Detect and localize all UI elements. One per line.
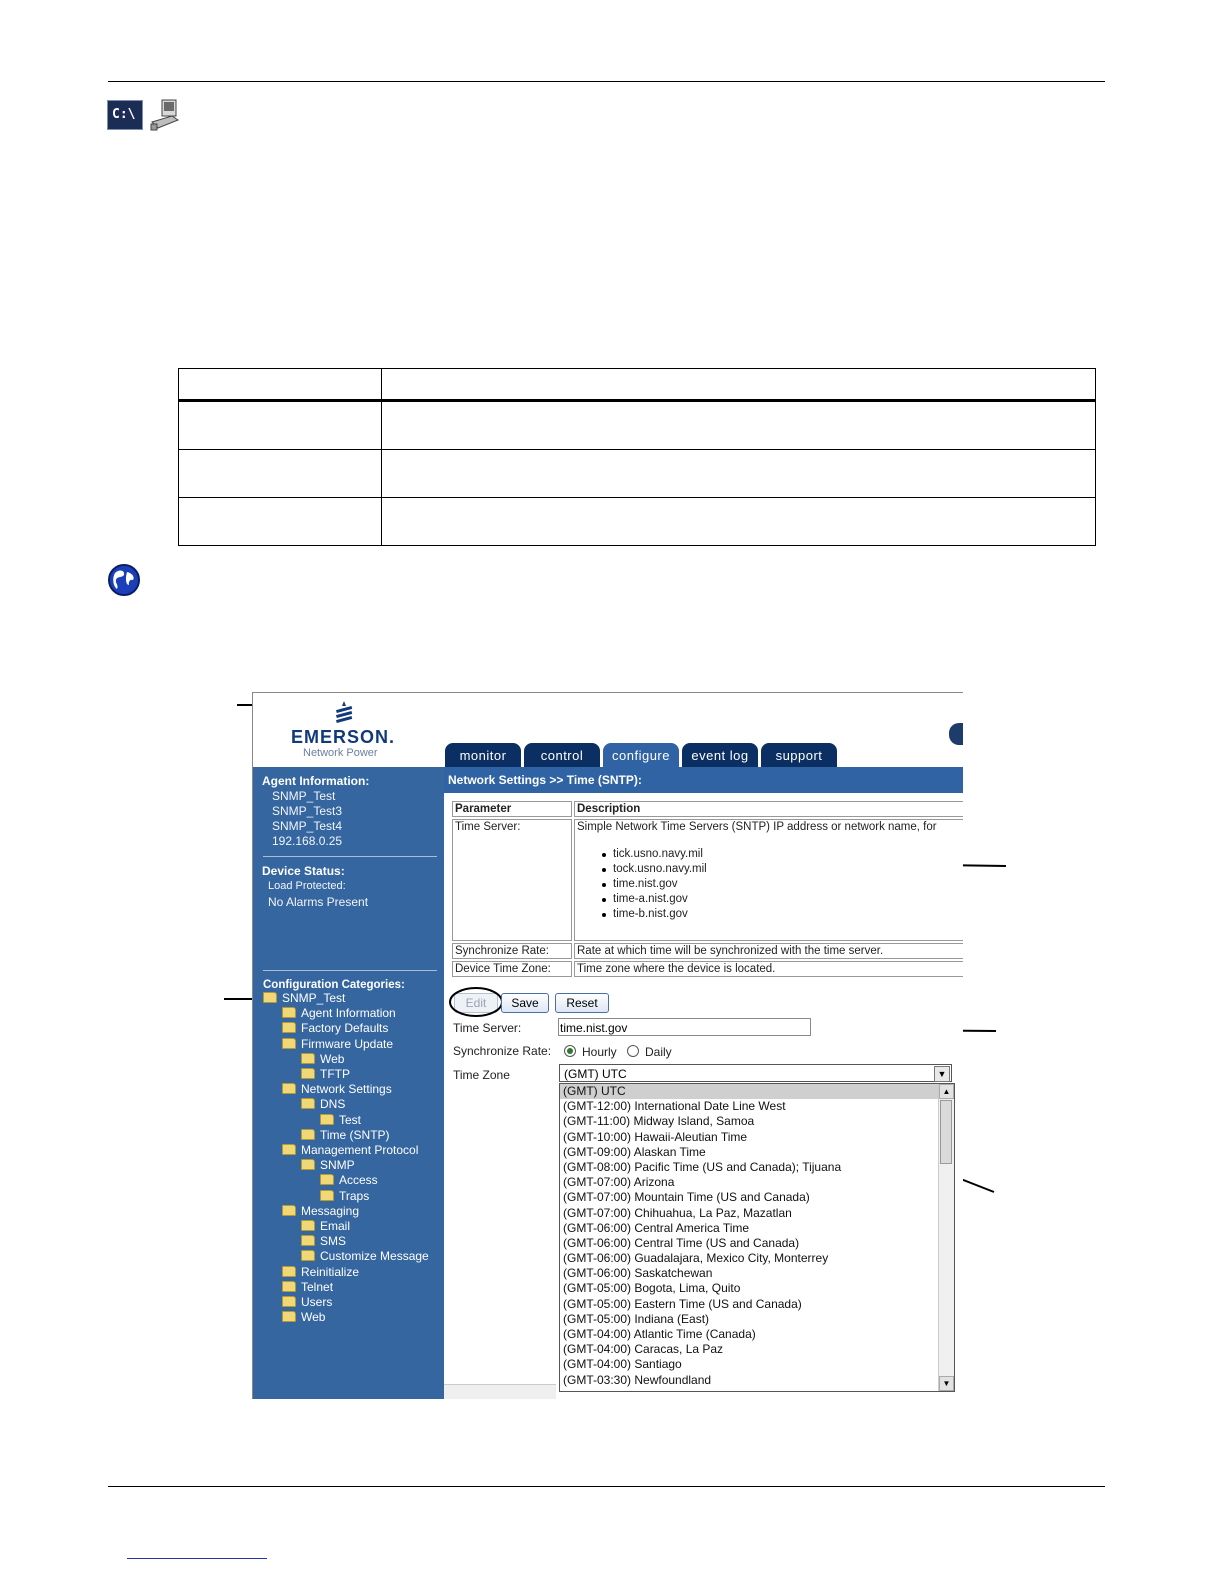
tab-event-log[interactable]: event log	[682, 743, 758, 767]
param-header: Parameter	[452, 801, 572, 817]
tree-item-label: Access	[339, 1173, 378, 1188]
folder-icon	[282, 1296, 296, 1307]
time-zone-options	[560, 1084, 954, 1388]
device-status-item: No Alarms Present	[268, 895, 369, 909]
edit-button[interactable]: Edit	[454, 993, 498, 1013]
tree-item[interactable]	[301, 1128, 390, 1143]
folder-icon	[282, 1038, 296, 1049]
agent-item[interactable]: 192.168.0.25	[272, 834, 343, 848]
desc-cell	[574, 819, 963, 941]
folder-icon	[282, 1022, 296, 1033]
time-zone-option[interactable]: (GMT-04:00) Caracas, La Paz	[563, 1342, 724, 1357]
tree-item-label: Time (SNTP)	[320, 1127, 390, 1142]
time-zone-option[interactable]: (GMT-05:00) Bogota, Lima, Quito	[563, 1281, 741, 1296]
time-zone-option[interactable]: (GMT-06:00) Saskatchewan	[563, 1266, 713, 1281]
time-zone-option[interactable]: (GMT-06:00) Central America Time	[563, 1220, 750, 1235]
chevron-down-icon[interactable]: ▼	[934, 1066, 950, 1082]
tree-item-label: Email	[320, 1219, 351, 1233]
time-zone-option[interactable]: (GMT-04:00) Atlantic Time (Canada)	[563, 1327, 756, 1341]
time-server-input[interactable]: time.nist.gov	[558, 1018, 811, 1036]
scroll-down-icon[interactable]: ▼	[939, 1376, 954, 1391]
tree-item-label: SMS	[320, 1234, 347, 1249]
sidebar-divider	[263, 856, 437, 857]
tab-configure[interactable]: configure	[603, 743, 679, 767]
time-zone-option[interactable]: (GMT-07:00) Arizona	[563, 1175, 675, 1190]
tree-item[interactable]	[282, 1265, 359, 1280]
sync-rate-label: Synchronize Rate:	[453, 1044, 552, 1058]
time-zone-listbox[interactable]	[559, 1083, 955, 1392]
desc-text: Simple Network Time Servers (SNTP) IP address or network name, for	[577, 821, 937, 833]
agent-item[interactable]: SNMP_Test3	[272, 804, 343, 818]
time-server-label: Time Server:	[453, 1021, 522, 1035]
scroll-thumb[interactable]	[940, 1100, 952, 1164]
scroll-up-icon[interactable]: ▲	[939, 1084, 954, 1099]
list-item: time-b.nist.gov	[613, 907, 963, 922]
time-zone-option[interactable]: (GMT-06:00) Guadalajara, Mexico City, Monterrey	[563, 1251, 829, 1266]
tree-item-label: Web	[320, 1051, 345, 1066]
tree-item[interactable]	[282, 1295, 332, 1310]
reset-button[interactable]: Reset	[555, 993, 609, 1013]
folder-icon	[301, 1159, 315, 1170]
time-zone-option[interactable]: (GMT-07:00) Mountain Time (US and Canada)	[563, 1190, 810, 1205]
page-title: Network Settings >> Time (SNTP):	[444, 767, 963, 793]
time-zone-option[interactable]: (GMT-09:00) Alaskan Time	[563, 1144, 706, 1159]
tree-item[interactable]	[282, 1310, 325, 1325]
tree-item-label: SNMP	[320, 1158, 355, 1173]
listbox-scrollbar[interactable]	[938, 1084, 954, 1391]
desc-cell: Rate at which time will be synchronized with the time server.	[574, 943, 963, 959]
tree-item-label: Reinitialize	[301, 1264, 360, 1279]
time-zone-option[interactable]: (GMT-12:00) International Date Line West	[563, 1099, 786, 1114]
folder-icon	[282, 1144, 296, 1155]
folder-icon	[282, 1205, 296, 1216]
time-zone-option[interactable]: (GMT-08:00) Pacific Time (US and Canada); Tijuana	[563, 1159, 842, 1174]
tree-item-label: DNS	[320, 1097, 346, 1112]
tree-item[interactable]	[301, 1097, 345, 1112]
tree-item-label: Agent Information	[301, 1006, 396, 1021]
tree-item[interactable]	[282, 1280, 333, 1295]
folder-icon	[320, 1174, 334, 1185]
list-item: time-a.nist.gov	[613, 892, 963, 907]
time-zone-option[interactable]: (GMT-11:00) Midway Island, Samoa	[563, 1114, 755, 1129]
time-zone-selected: (GMT) UTC	[564, 1067, 627, 1081]
hourly-radio[interactable]	[564, 1045, 576, 1057]
corner-logo-icon	[949, 723, 963, 745]
desc-cell: Time zone where the device is located.	[574, 961, 963, 977]
folder-icon	[301, 1220, 315, 1231]
tree-item-label: TFTP	[320, 1067, 350, 1081]
sidebar-divider	[263, 970, 437, 971]
folder-icon	[301, 1068, 315, 1079]
folder-icon	[282, 1007, 296, 1018]
tab-control[interactable]: control	[524, 743, 600, 767]
command-prompt-icon-label: C:\	[112, 107, 136, 122]
tree-item-label: Firmware Update	[301, 1036, 394, 1051]
emerson-logo-icon	[333, 701, 355, 725]
param-cell: Device Time Zone:	[452, 961, 572, 977]
tree-item-label: Users	[301, 1295, 333, 1309]
param-cell: Time Server:	[452, 819, 572, 941]
emerson-logo-text: EMERSON.	[291, 727, 396, 747]
tree-item[interactable]	[301, 1234, 346, 1249]
tree-item-label: Telnet	[301, 1279, 334, 1294]
daily-label[interactable]: Daily	[645, 1045, 672, 1059]
tree-item[interactable]	[282, 1037, 393, 1052]
tree-item-label: SNMP_Test	[282, 991, 346, 1005]
folder-icon	[282, 1281, 296, 1292]
web-ui-screenshot	[252, 692, 963, 1399]
tab-support[interactable]: support	[761, 743, 837, 767]
agent-info-title: Agent Information:	[262, 774, 370, 788]
tree-item-label: Factory Defaults	[301, 1021, 389, 1036]
tree-item[interactable]	[282, 1143, 418, 1158]
time-zone-select[interactable]	[559, 1064, 952, 1082]
save-button[interactable]: Save	[501, 993, 549, 1013]
tree-item-label: Network Settings	[301, 1082, 392, 1097]
folder-icon	[282, 1266, 296, 1277]
list-item: time.nist.gov	[613, 877, 963, 892]
tree-item-label: Web	[301, 1310, 326, 1325]
tab-monitor[interactable]: monitor	[445, 743, 521, 767]
folder-icon	[301, 1098, 315, 1109]
tree-item[interactable]	[301, 1249, 429, 1264]
emerson-logo-subtitle: Network Power	[303, 747, 378, 759]
folder-icon	[320, 1190, 334, 1201]
tree-item[interactable]	[320, 1113, 361, 1128]
folder-icon	[282, 1083, 296, 1094]
tree-item[interactable]	[301, 1067, 350, 1082]
tree-item-label: Customize Message	[320, 1249, 429, 1264]
folder-icon	[301, 1235, 315, 1246]
param-cell: Synchronize Rate:	[452, 943, 572, 959]
agent-item[interactable]: SNMP_Test	[272, 789, 336, 803]
hourly-label[interactable]: Hourly	[582, 1045, 617, 1059]
time-zone-option[interactable]: (GMT-03:30) Newfoundland	[563, 1372, 712, 1387]
tree-item[interactable]	[320, 1189, 369, 1204]
time-zone-option[interactable]: (GMT-06:00) Central Time (US and Canada)	[563, 1235, 800, 1250]
tree-item-label: Management Protocol	[301, 1143, 419, 1157]
agent-item[interactable]: SNMP_Test4	[272, 819, 343, 833]
folder-icon	[301, 1250, 315, 1261]
device-status-item: Load Protected:	[268, 880, 346, 892]
sidebar	[253, 767, 444, 1399]
tree-item[interactable]	[301, 1219, 350, 1234]
time-zone-option[interactable]: (GMT-05:00) Eastern Time (US and Canada)	[563, 1296, 802, 1311]
folder-icon	[282, 1311, 296, 1322]
tree-item[interactable]	[301, 1052, 344, 1067]
list-item: tock.usno.navy.mil	[613, 862, 963, 877]
time-zone-option[interactable]: (GMT-05:00) Indiana (East)	[563, 1311, 710, 1326]
folder-icon	[301, 1129, 315, 1140]
time-server-list	[613, 847, 963, 922]
device-status-title: Device Status:	[262, 864, 345, 878]
list-item: tick.usno.navy.mil	[613, 847, 963, 862]
time-zone-option[interactable]: (GMT) UTC	[560, 1084, 954, 1099]
tree-item[interactable]	[320, 1173, 378, 1188]
tree-item-label: Traps	[339, 1188, 370, 1203]
tree-item-label: Test	[339, 1112, 362, 1127]
folder-icon	[301, 1053, 315, 1064]
tree-item[interactable]	[301, 1158, 355, 1173]
tree-item-label: Messaging	[301, 1203, 360, 1218]
folder-icon	[263, 992, 277, 1003]
config-categories-title: Configuration Categories:	[263, 979, 405, 991]
edit-highlight-ellipse	[448, 986, 504, 1018]
tree-item[interactable]	[263, 991, 345, 1006]
time-zone-option[interactable]: (GMT-07:00) Chihuahua, La Paz, Mazatlan	[563, 1205, 792, 1220]
tree-item[interactable]	[282, 1204, 359, 1219]
tree-item[interactable]	[282, 1082, 392, 1097]
page-horizontal-scrollbar[interactable]	[444, 1384, 556, 1399]
main-content	[444, 767, 963, 1399]
folder-icon	[320, 1114, 334, 1125]
desc-header: Description	[574, 801, 963, 817]
footer-rule	[108, 1486, 1105, 1487]
parameter-table	[450, 799, 963, 979]
tree-item[interactable]	[282, 1006, 396, 1021]
time-zone-label: Time Zone	[453, 1068, 510, 1082]
time-zone-option[interactable]: (GMT-04:00) Santiago	[563, 1357, 682, 1372]
footer-link-underline	[127, 1558, 267, 1559]
app-header	[253, 693, 963, 767]
time-zone-option[interactable]: (GMT-10:00) Hawaii-Aleutian Time	[563, 1129, 748, 1144]
daily-radio[interactable]	[627, 1045, 639, 1057]
tree-item[interactable]	[282, 1021, 388, 1036]
